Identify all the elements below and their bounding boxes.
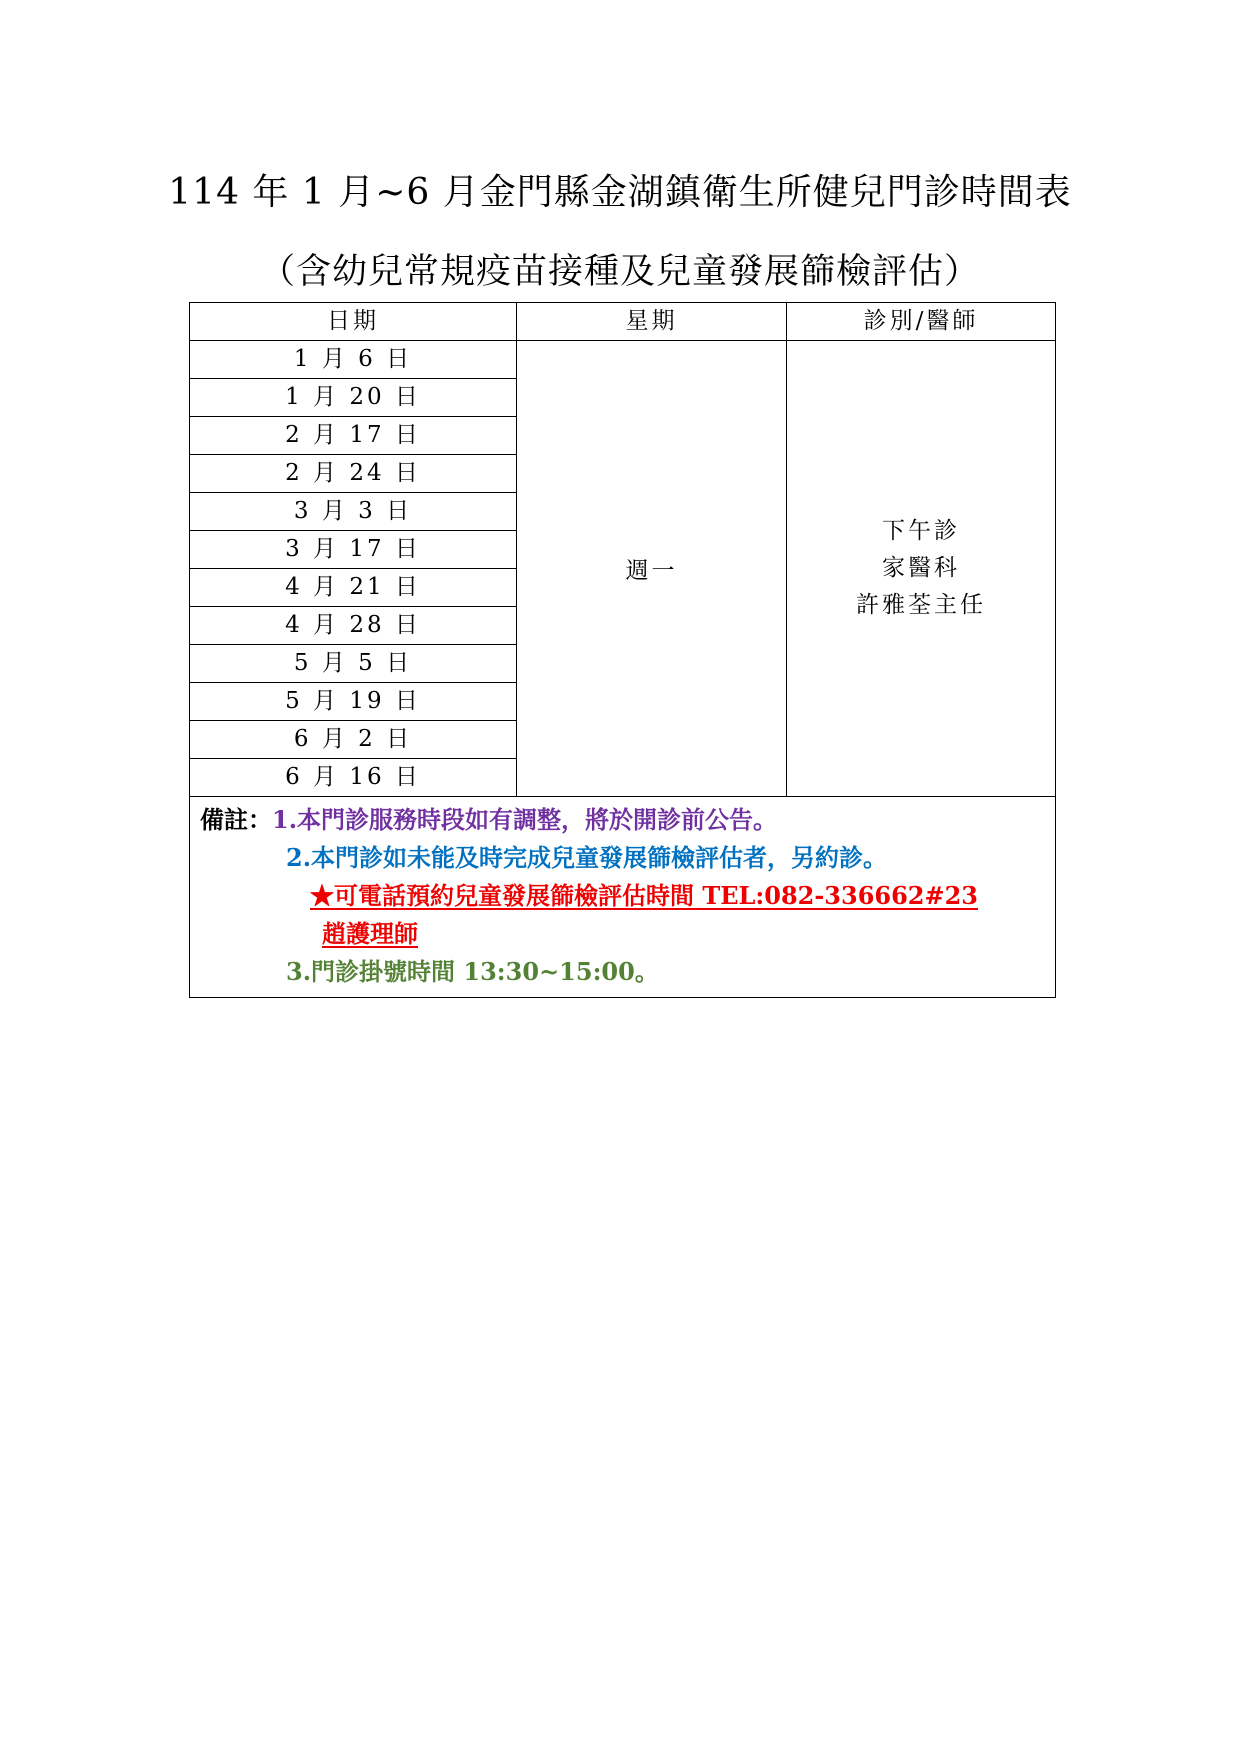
page-subtitle: （含幼兒常規疫苗接種及兒童發展篩檢評估） (259, 252, 980, 292)
note-star-line-1-wrap (200, 877, 1055, 915)
date-cell: 4 月 21 日 (190, 569, 517, 607)
note-star-line-1: ★可電話預約兒童發展篩檢評估時間 TEL:082-336662#23 (310, 881, 979, 910)
clinic-doctor: 許雅荃主任 (856, 592, 986, 618)
schedule-table (189, 302, 1056, 998)
date-cell: 3 月 3 日 (190, 493, 517, 531)
date-cell: 6 月 16 日 (190, 759, 517, 797)
date-cell: 1 月 20 日 (190, 379, 517, 417)
date-cell: 1 月 6 日 (190, 341, 517, 379)
weekday-cell: 週一 (517, 341, 787, 797)
date-cell: 2 月 17 日 (190, 417, 517, 455)
header-clinic-doctor: 診別/醫師 (787, 303, 1056, 341)
header-date: 日期 (190, 303, 517, 341)
table-header-row (190, 303, 1056, 341)
date-cell: 2 月 24 日 (190, 455, 517, 493)
date-cell: 5 月 19 日 (190, 683, 517, 721)
note-item-2: 2.本門診如未能及時完成兒童發展篩檢評估者，另約診。 (286, 843, 888, 872)
table-row (190, 341, 1056, 379)
page-title: 114 年 1 月~6 月金門縣金湖鎮衛生所健兒門診時間表 (168, 172, 1072, 213)
date-cell: 6 月 2 日 (190, 721, 517, 759)
date-cell: 5 月 5 日 (190, 645, 517, 683)
clinic-department: 家醫科 (882, 555, 960, 581)
clinic-session: 下午診 (882, 518, 960, 544)
header-weekday: 星期 (517, 303, 787, 341)
notes-label: 備註： (200, 805, 272, 834)
note-star-line-2: 趙護理師 (322, 919, 418, 948)
notes-row (190, 797, 1056, 998)
date-cell: 3 月 17 日 (190, 531, 517, 569)
note-item-3: 3.門診掛號時間 13:30~15:00。 (286, 957, 659, 986)
note-star-line-2-wrap (200, 915, 1055, 953)
notes-cell (190, 797, 1056, 998)
note-item-1: 1.本門診服務時段如有調整，將於開診前公告。 (272, 805, 778, 834)
clinic-doctor-cell (787, 341, 1056, 797)
note-line-1 (200, 801, 1055, 839)
date-cell: 4 月 28 日 (190, 607, 517, 645)
